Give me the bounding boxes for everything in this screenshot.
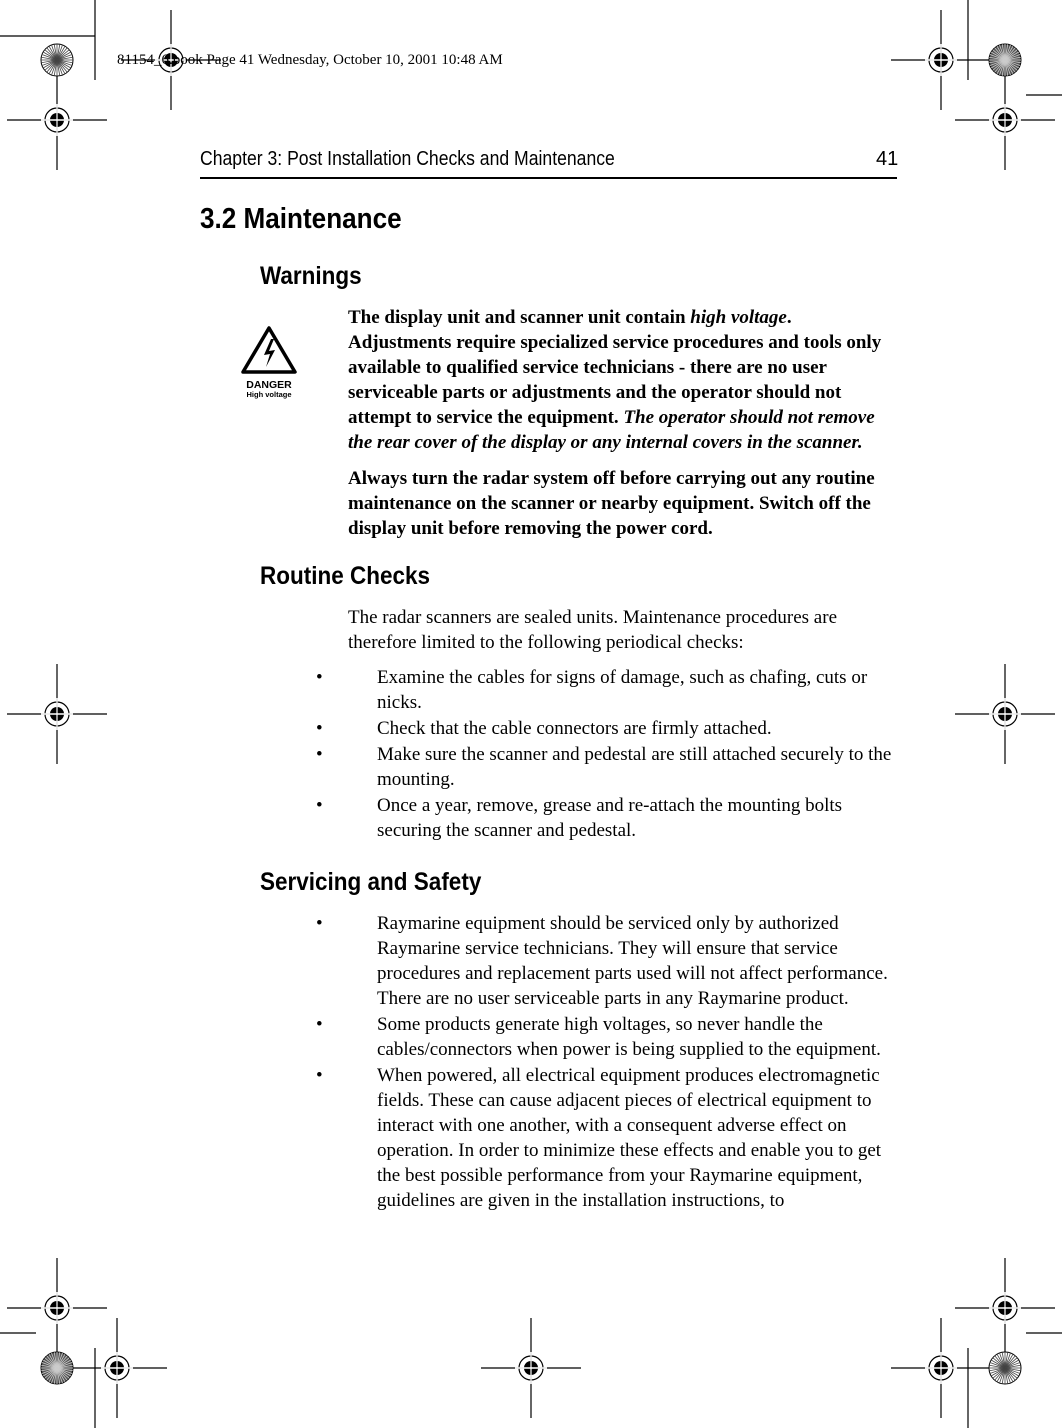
bullet: • — [316, 667, 323, 688]
list-item — [316, 1012, 900, 1062]
list-item — [316, 1063, 900, 1213]
warning-triangle-icon — [240, 325, 298, 375]
heading-servicing-safety: Servicing and Safety — [260, 868, 482, 896]
list-item-text: Raymarine equipment should be serviced only by authorized Raymarine service technicians. They will ensure that service procedures and replacement parts used will not affect performance. There are no user serviceable parts in any Raymarine product. — [377, 913, 888, 1009]
bullet: • — [316, 1065, 323, 1086]
page-number: 41 — [876, 148, 899, 170]
routine-intro: The radar scanners are sealed units. Maintenance procedures are therefore limited to the following periodical checks: — [348, 607, 837, 653]
warning-paragraph-2: Always turn the radar system off before carrying out any routine maintenance on the scanner or nearby equipment. Switch off the display unit before removing the power cord. — [348, 468, 875, 539]
warning-paragraph-1 — [348, 305, 898, 455]
header-rule — [200, 177, 897, 179]
danger-label: DANGER — [246, 379, 292, 391]
list-item-text: Some products generate high voltages, so never handle the cables/connectors when power is being supplied to the equipment. — [377, 1014, 881, 1060]
warning-text: The display unit and scanner unit contain — [348, 307, 691, 328]
list-item-text: Make sure the scanner and pedestal are still attached securely to the mounting. — [377, 744, 892, 790]
list-item-text: Check that the cable connectors are firmly attached. — [377, 718, 772, 739]
danger-sublabel: High voltage — [246, 390, 292, 399]
heading-routine-checks: Routine Checks — [260, 562, 431, 590]
list-item-text: Examine the cables for signs of damage, such as chafing, cuts or nicks. — [377, 667, 868, 713]
list-item-text: When powered, all electrical equipment produces electromagnetic fields. These can cause adjacent pieces of electrical equipment to interact with one another, with a consequent adverse effect on operation. In order to minimize these effects and enable you to get the best possible performance from your Raymarine equipment, guidelines are given in the installation instructions, to — [377, 1065, 882, 1211]
bullet: • — [316, 795, 323, 816]
bullet: • — [316, 718, 323, 739]
running-header-chapter: Chapter 3: Post Installation Checks and Maintenance — [200, 148, 615, 170]
section-title: 3.2 Maintenance — [200, 203, 402, 235]
heading-warnings: Warnings — [260, 262, 362, 290]
list-item-text: Once a year, remove, grease and re-attach the mounting bolts securing the scanner and pedestal. — [377, 795, 843, 841]
bullet: • — [316, 1014, 323, 1035]
bullet: • — [316, 913, 323, 934]
warning-emphasis: high voltage — [690, 307, 787, 328]
warning-italic-text: The operator should not remove the rear cover of the display or any internal covers in the scanner. — [348, 407, 875, 453]
print-slug: 81154_6.book Page 41 Wednesday, October 10, 2001 10:48 AM — [117, 52, 503, 68]
list-item — [316, 742, 900, 792]
servicing-list — [316, 911, 900, 1214]
list-item — [316, 716, 900, 741]
bullet: • — [316, 744, 323, 765]
warning-text: . Adjustments require specialized service procedures and tools only available to qualified service technicians - there are no user serviceable parts or adjustments and the operator should not attempt to service the equipment. — [348, 307, 882, 428]
routine-checks-list — [316, 665, 900, 844]
danger-high-voltage-icon — [240, 325, 298, 399]
list-item — [316, 911, 900, 1011]
list-item — [316, 793, 900, 843]
list-item — [316, 665, 900, 715]
